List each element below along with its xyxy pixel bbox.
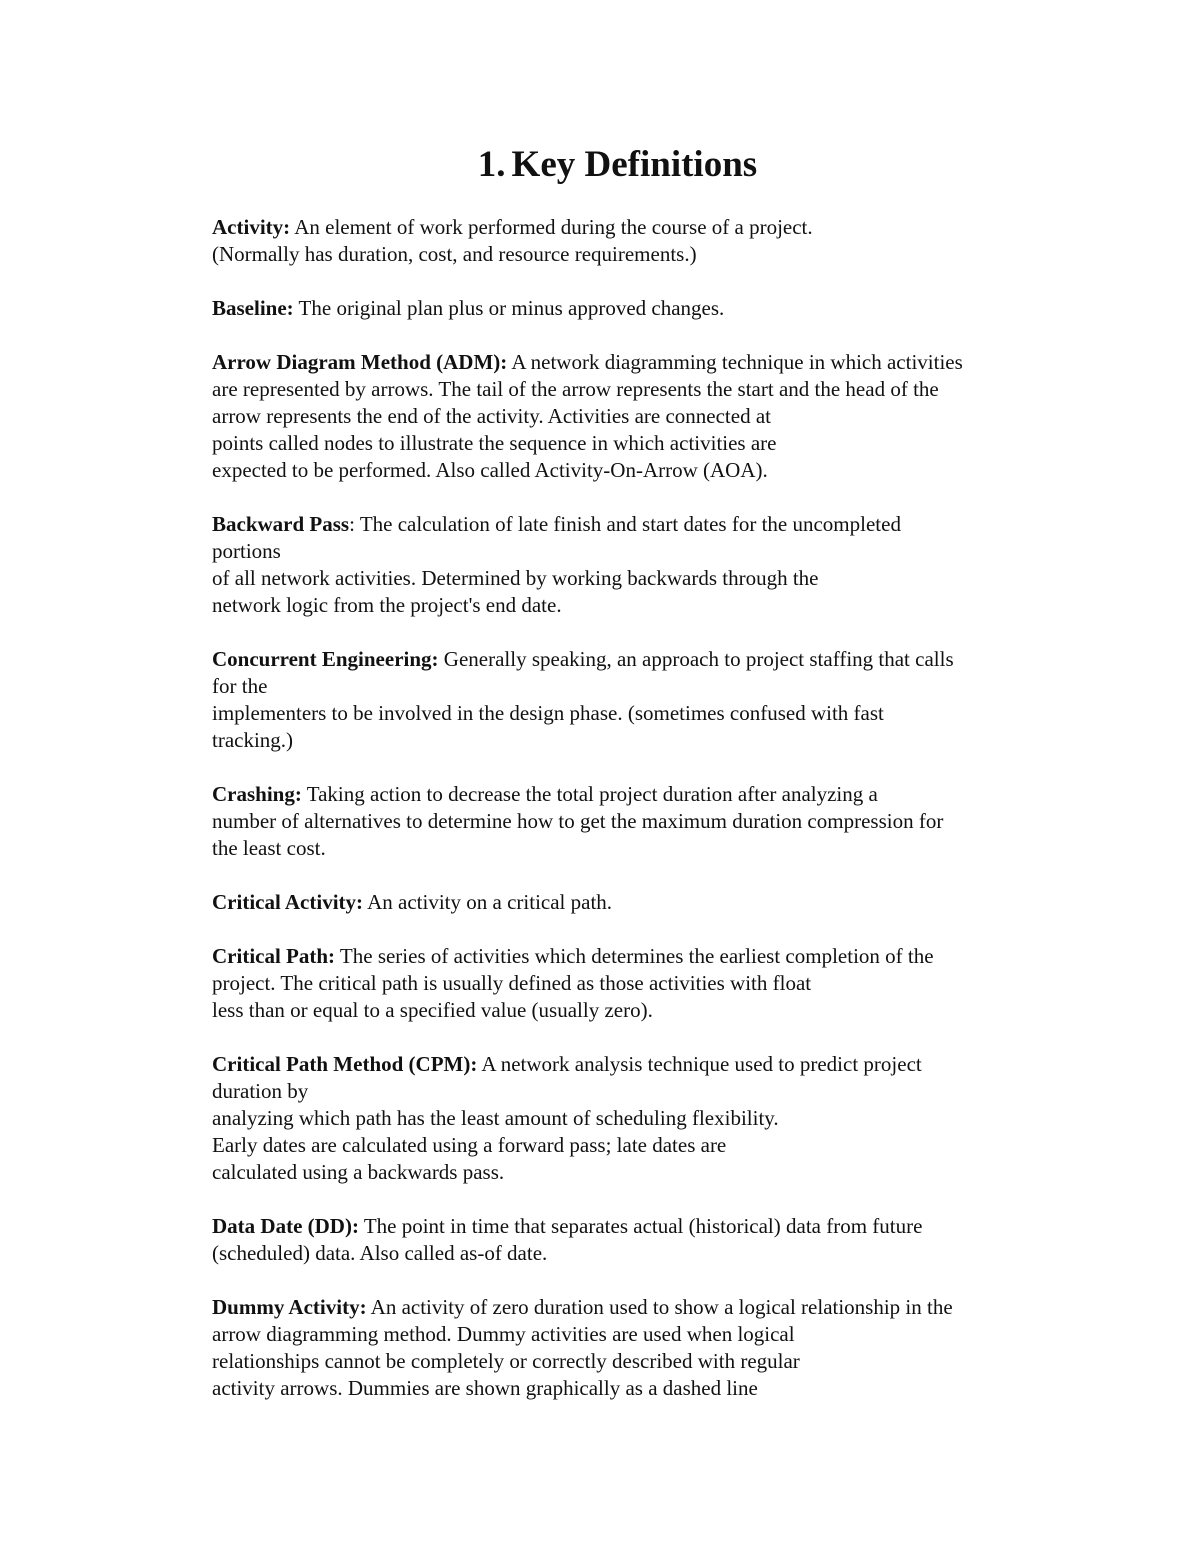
- definition-text: An element of work performed during the course of a project.: [290, 215, 813, 239]
- definition-continuation-line: are represented by arrows. The tail of the arrow represents the start and the head of the: [212, 377, 939, 401]
- definition-first-line: [212, 349, 1092, 376]
- definition-entry: [212, 1213, 1092, 1267]
- definition-entry: [212, 1051, 1092, 1186]
- page-title: [0, 142, 1200, 188]
- definition-continuation-line: expected to be performed. Also called Activity-On-Arrow (AOA).: [212, 458, 768, 482]
- definition-continuation-line: activity arrows. Dummies are shown graphically as a dashed line: [212, 1376, 758, 1400]
- definition-continuation-line: tracking.): [212, 728, 294, 752]
- definition-term: Backward Pass: [212, 512, 350, 536]
- definition-entry: [212, 349, 1092, 484]
- definition-first-line: [212, 943, 1092, 970]
- definition-text: The series of activities which determines the earliest completion of the: [335, 944, 934, 968]
- definition-continuation-line: (Normally has duration, cost, and resource requirements.): [212, 242, 697, 266]
- definition-term: Concurrent Engineering:: [212, 647, 439, 671]
- definition-first-line: [212, 1051, 1092, 1078]
- definition-term: Data Date (DD):: [212, 1214, 359, 1238]
- definition-continuation-line: calculated using a backwards pass.: [212, 1160, 505, 1184]
- definition-continuation-line: network logic from the project's end date.: [212, 593, 562, 617]
- definition-entry: [212, 943, 1092, 1024]
- definition-text: A network diagramming technique in which activities: [507, 350, 963, 374]
- definition-continuation-line: points called nodes to illustrate the sequence in which activities are: [212, 431, 777, 455]
- definition-term: Critical Path Method (CPM):: [212, 1052, 478, 1076]
- definition-entry: [212, 295, 1092, 322]
- definition-text: A network analysis technique used to predict project: [477, 1052, 922, 1076]
- definition-text: An activity of zero duration used to show a logical relationship in the: [366, 1295, 953, 1319]
- definition-entry: [212, 1294, 1092, 1402]
- definition-continuation-line: of all network activities. Determined by working backwards through the: [212, 566, 819, 590]
- definition-term: Baseline:: [212, 296, 294, 320]
- definition-continuation-line: portions: [212, 539, 281, 563]
- definition-first-line: [212, 295, 1092, 322]
- section-title: Key Definitions: [511, 144, 758, 185]
- definition-entry: [212, 646, 1092, 754]
- definition-continuation-line: arrow diagramming method. Dummy activities are used when logical: [212, 1322, 795, 1346]
- definition-term: Arrow Diagram Method (ADM):: [212, 350, 508, 374]
- definition-entry: [212, 214, 1092, 268]
- definition-continuation-line: relationships cannot be completely or correctly described with regular: [212, 1349, 800, 1373]
- definition-continuation-line: implementers to be involved in the design phase. (sometimes confused with fast: [212, 701, 884, 725]
- definition-continuation-line: arrow represents the end of the activity. Activities are connected at: [212, 404, 771, 428]
- definition-continuation-line: the least cost.: [212, 836, 326, 860]
- definition-first-line: [212, 1294, 1092, 1321]
- definition-first-line: [212, 646, 1092, 673]
- definition-first-line: [212, 511, 1092, 538]
- definitions-list: [212, 214, 1092, 1429]
- definition-first-line: [212, 1213, 1092, 1240]
- definition-text: Taking action to decrease the total project duration after analyzing a: [301, 782, 878, 806]
- definition-continuation-line: project. The critical path is usually defined as those activities with float: [212, 971, 812, 995]
- definition-text: Generally speaking, an approach to project staffing that calls: [438, 647, 954, 671]
- definition-text: The point in time that separates actual (historical) data from future: [358, 1214, 923, 1238]
- definition-text: The original plan plus or minus approved changes.: [293, 296, 725, 320]
- definition-continuation-line: less than or equal to a specified value (usually zero).: [212, 998, 653, 1022]
- definition-term: Activity:: [212, 215, 291, 239]
- definition-term: Dummy Activity:: [212, 1295, 367, 1319]
- definition-text: An activity on a critical path.: [363, 890, 613, 914]
- definition-continuation-line: number of alternatives to determine how to get the maximum duration compression for: [212, 809, 944, 833]
- definition-first-line: [212, 214, 1092, 241]
- section-number: 1.: [477, 144, 506, 185]
- definition-continuation-line: for the: [212, 674, 268, 698]
- definition-first-line: [212, 781, 1092, 808]
- definition-first-line: [212, 889, 1092, 916]
- definition-continuation-line: (scheduled) data. Also called as-of date.: [212, 1241, 548, 1265]
- definition-term: Crashing:: [212, 782, 302, 806]
- definition-continuation-line: analyzing which path has the least amount of scheduling flexibility.: [212, 1106, 779, 1130]
- definition-continuation-line: duration by: [212, 1079, 309, 1103]
- definition-term: Critical Activity:: [212, 890, 364, 914]
- definition-entry: [212, 781, 1092, 862]
- definition-entry: [212, 889, 1092, 916]
- definition-text: : The calculation of late finish and start dates for the uncompleted: [349, 512, 901, 536]
- definition-term: Critical Path:: [212, 944, 336, 968]
- definition-continuation-line: Early dates are calculated using a forward pass; late dates are: [212, 1133, 727, 1157]
- definition-entry: [212, 511, 1092, 619]
